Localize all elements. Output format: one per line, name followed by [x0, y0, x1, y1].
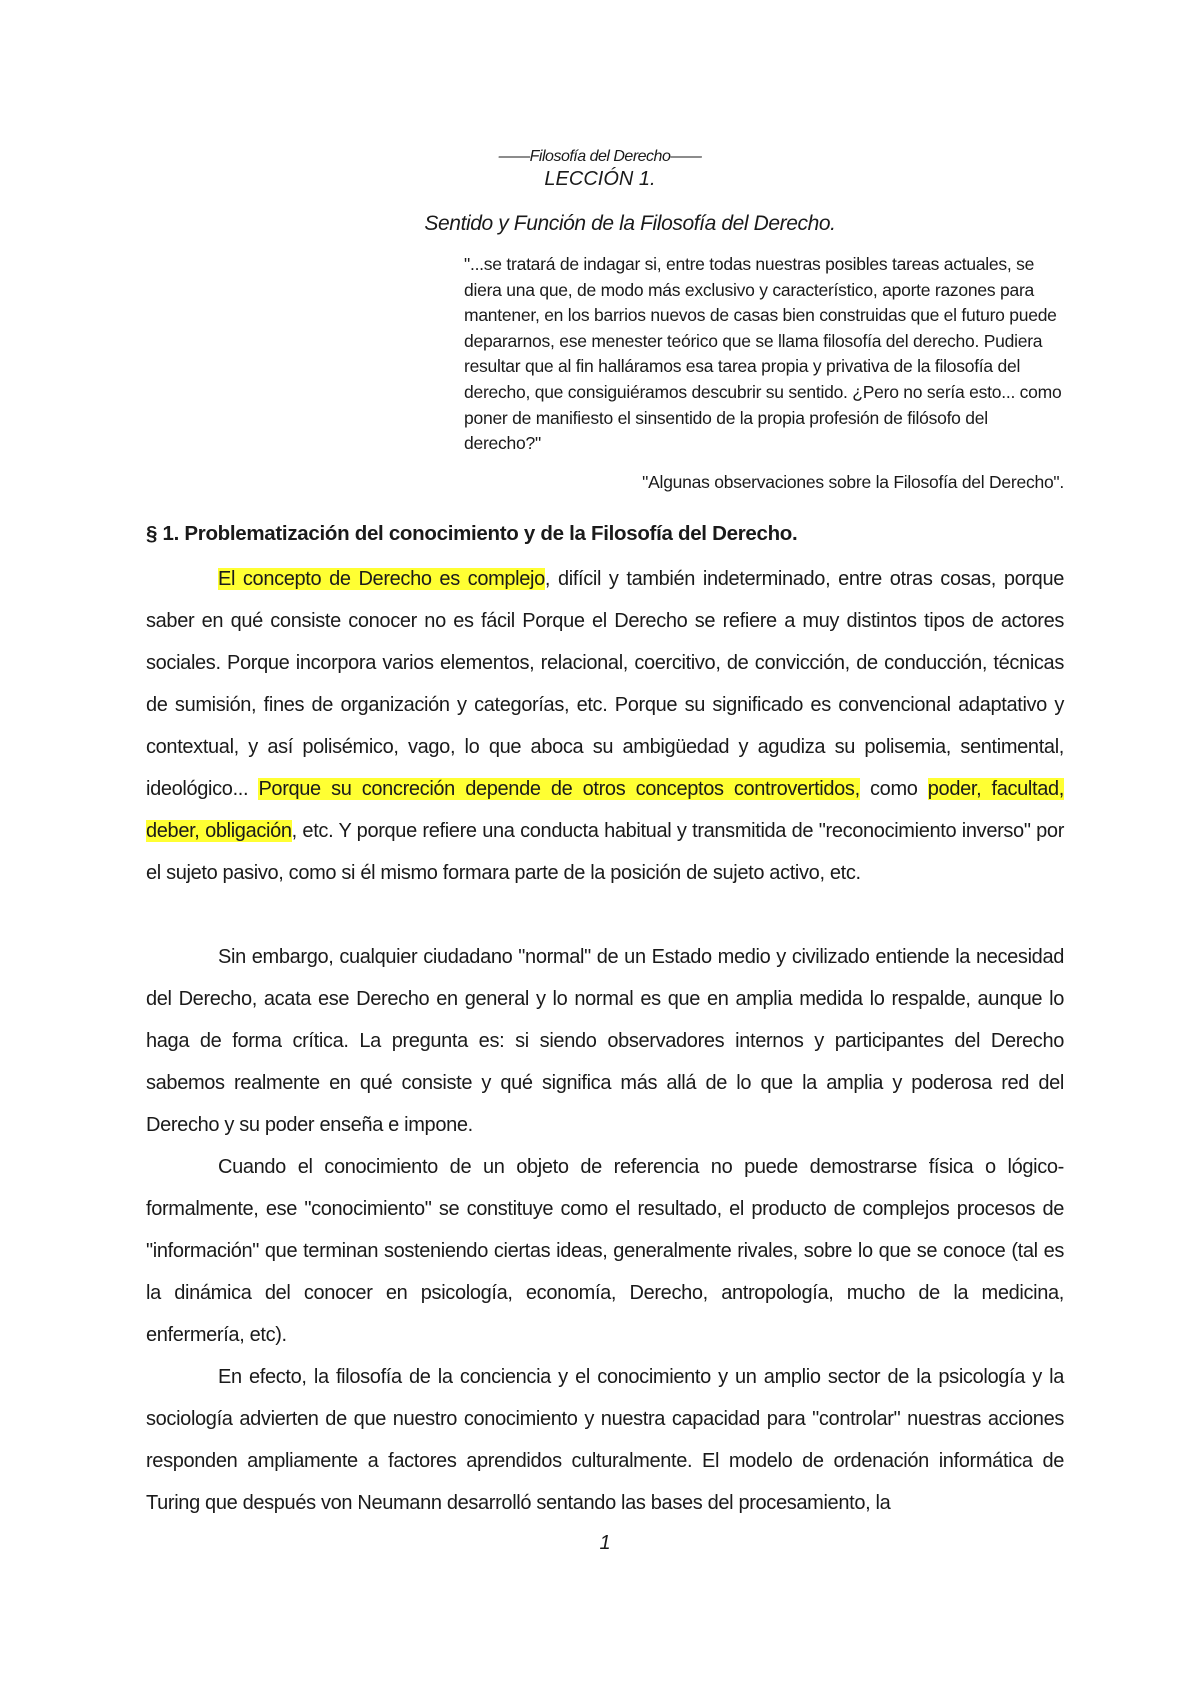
paragraph-1 — [146, 558, 1064, 894]
paragraph-text: En efecto, la filosofía de la conciencia y el conocimiento y un amplio sector de la psicología y la sociología advierten de que nuestro conocimiento y nuestra capacidad para "controlar" nuestras acciones responden ampliamente a factores aprendidos culturalmente. El modelo de ordenación informática de Turing que después von Neumann desarrolló sentando las bases del procesamiento, la — [146, 1366, 1064, 1514]
paragraph-2 — [146, 936, 1064, 1146]
highlighted-text: poder, facultad, deber, obligación — [146, 778, 1064, 842]
epigraph-quote: "...se tratará de indagar si, entre todas nuestras posibles tareas actuales, se diera una que, de modo más exclusivo y característico, aporte razones para mantener, en los barrios nuevos de casas bien construidas que el futuro puede depararnos, ese menester teórico que se llama filosofía del derecho. Pudiera resultar que al fin halláramos esa tarea propia y privativa de la filosofía del derecho, que consiguiéramos descubrir su sentido. ¿Pero no sería esto... como poner de manifiesto el sinsentido de la propia profesión de filósofo del derecho?" — [464, 254, 1062, 454]
epigraph-source: "Algunas observaciones sobre la Filosofía del Derecho". — [642, 472, 1064, 492]
page-number: 1 — [599, 1532, 611, 1554]
paragraph-text: Sin embargo, cualquier ciudadano "normal" de un Estado medio y civilizado entiende la necesidad del Derecho, acata ese Derecho en general y lo normal es que en amplia medida lo respalde, aunque lo haga de forma crítica. La pregunta es: si siendo observadores internos y participantes del Derecho sabemos realmente en qué consiste y qué significa más allá de lo que la amplia y poderosa red del Derecho y su poder enseña e impone. — [146, 946, 1064, 1136]
highlighted-text: Porque su concreción depende de otros conceptos controvertidos, — [258, 778, 860, 800]
highlighted-text: El concepto de Derecho es complejo — [218, 568, 545, 590]
paragraph-text: , etc. Y porque refiere una conducta habitual y transmitida de "reconocimiento inverso" por el sujeto pasivo, como si él mismo formara parte de la posición de sujeto activo, etc. — [146, 820, 1065, 884]
paragraph-text: como — [859, 778, 928, 800]
section-heading: § 1. Problematización del conocimiento y de la Filosofía del Derecho. — [146, 522, 798, 545]
lesson-title: LECCIÓN 1. — [544, 168, 656, 190]
paragraph-3 — [146, 1146, 1064, 1356]
lesson-subtitle: Sentido y Función de la Filosofía del Derecho. — [424, 212, 836, 235]
paragraph-text: , difícil y también indeterminado, entre otras cosas, porque saber en qué consiste conocer no es fácil Porque el Derecho se refiere a muy distintos tipos de actores sociales. Porque incorpora varios elementos, relacional, coercitivo, de convicción, de conducción, técnicas de sumisión, fines de organización y categorías, etc. Porque su significado es convencional adaptativo y contextual, y así polisémico, vago, lo que aboca su ambigüedad y agudiza su polisemia, sentimental, ideológico... — [146, 568, 1064, 800]
course-title: ——Filosofía del Derecho—— — [498, 148, 702, 165]
paragraph-text: Cuando el conocimiento de un objeto de referencia no puede demostrarse física o lógico-formalmente, ese "conocimiento" se constituye como el resultado, el producto de complejos procesos de "información" que terminan sosteniendo ciertas ideas, generalmente rivales, sobre lo que se conoce (tal es la dinámica del conocer en psicología, economía, Derecho, antropología, mucho de la medicina, enfermería, etc). — [146, 1156, 1064, 1346]
paragraph-4 — [146, 1356, 1064, 1524]
